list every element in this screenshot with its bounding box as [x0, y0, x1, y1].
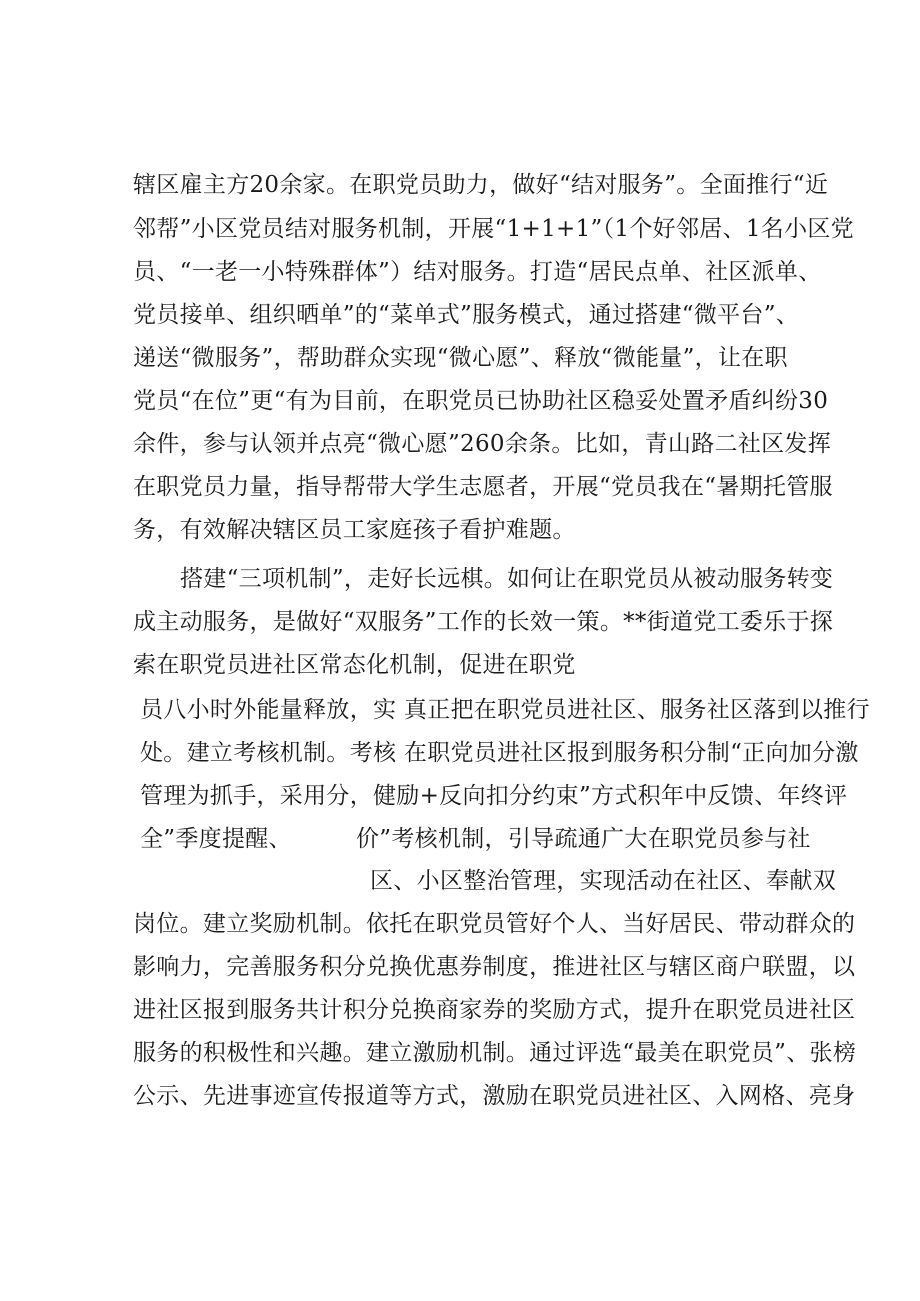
text-line: 区、小区整治管理，实现活动在社区、奉献双: [370, 868, 836, 894]
text-line: 成主动服务，是做好“双服务”工作的长效一策。**街道党工委乐于探: [133, 609, 834, 635]
text-line: 影响力，完善服务积分兑换优惠券制度，推进社区与辖区商户联盟，以: [133, 954, 856, 980]
text-line: 辖区雇主方20余家。在职党员助力，做好“结对服务”。全面推行“近: [133, 172, 829, 198]
text-line: 务，有效解决辖区员工家庭孩子看护难题。: [133, 517, 576, 543]
text-line: 服务的积极性和兴趣。建立激励机制。通过评选“最美在职党员”、张榜: [133, 1040, 857, 1066]
text-line: 员、“一老一小特殊群体”）结对服务。打造“居民点单、社区派单、: [133, 259, 822, 285]
text-line: 公示、先进事迹宣传报道等方式，激励在职党员进社区、入网格、亮身: [133, 1083, 856, 1109]
text-line: 进社区报到服务共计积分兑换商家券的奖励方式，提升在职党员进社区: [133, 997, 856, 1023]
text-line: 岗位。建立奖励机制。依托在职党员管好个人、当好居民、带动群众的: [133, 911, 856, 937]
text-line: 管理为抓手，采用分，健励+反向扣分约束”方式积年中反馈、年终评: [140, 783, 848, 809]
text-line: 递送“微服务”，帮助群众实现“微心愿”、释放“微能量”，让在职: [133, 345, 788, 371]
text-line: 全”季度提醒、: [140, 826, 292, 852]
text-line: 在职党员力量，指导帮带大学生志愿者，开展“党员我在“暑期托管服: [133, 474, 833, 500]
text-line: 邻帮”小区党员结对服务机制，开展“1+1+1”（1个好邻居、1名小区党: [133, 216, 854, 242]
paragraph-start-line: 搭建“三项机制”，走好长远棋。如何让在职党员从被动服务转变: [180, 566, 834, 592]
text-line: 索在职党员进社区常态化机制，促进在职党: [133, 652, 576, 678]
text-line: 处。建立考核机制。考核 在职党员进社区报到服务积分制“正向加分激: [140, 740, 859, 766]
text-line: 价”考核机制，引导疏通广大在职党员参与社: [356, 826, 811, 852]
text-line: 党员“在位”更“有为目前，在职党员已协助社区稳妥处置矛盾纠纷30: [133, 388, 829, 414]
text-line: 员八小时外能量释放，实 真正把在职党员进社区、服务社区落到以推行: [140, 697, 870, 723]
text-line: 余件，参与认领并点亮“微心愿”260余条。比如，青山路二社区发挥: [133, 431, 832, 457]
text-line: 党员接单、组织晒单”的“菜单式”服务模式，通过搭建“微平台”、: [133, 302, 800, 328]
